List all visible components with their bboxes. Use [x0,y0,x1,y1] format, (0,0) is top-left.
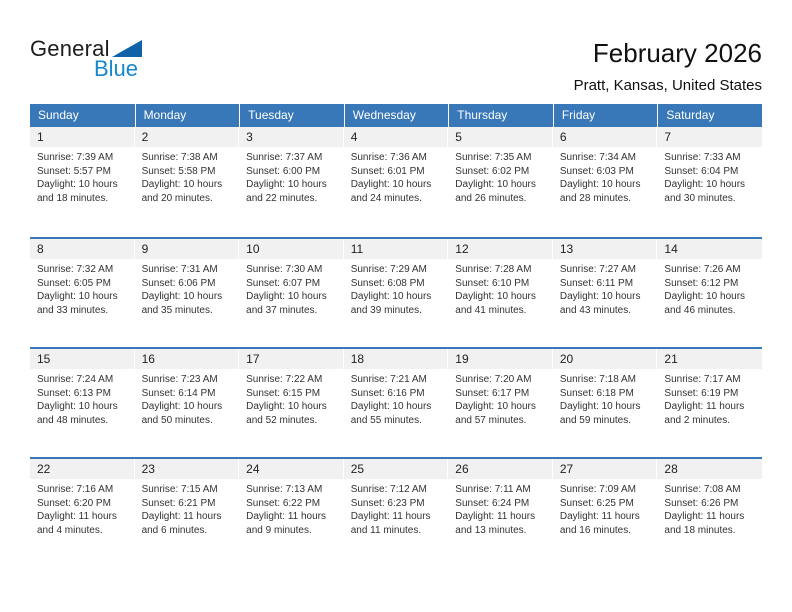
day-number: 21 [657,349,762,369]
daylight-line1-text: Daylight: 11 hours [37,511,117,522]
daylight-line1-text: Daylight: 10 hours [37,291,118,302]
day-number: 20 [553,349,657,369]
daylight-line1-text: Daylight: 11 hours [141,511,222,522]
daylight-line1-text: Daylight: 10 hours [559,291,641,302]
weekday-header-sunday: Sunday [38,108,79,122]
daylight-line2-text: and 30 minutes. [664,192,736,204]
daylight-line2-text: and 22 minutes. [246,192,318,204]
day-cell-22 [30,459,135,567]
sunset-text: Sunset: 6:06 PM [141,277,216,289]
sunrise-text: Sunrise: 7:08 AM [664,484,741,495]
day-cell-6 [553,127,658,237]
day-number: 26 [448,459,552,479]
day-info [30,479,135,537]
day-info [135,259,240,317]
day-cell-4 [344,127,449,237]
day-number: 27 [553,459,657,479]
sunset-text: Sunset: 6:02 PM [455,165,530,177]
weekday-header-wednesday: Wednesday [344,104,449,127]
day-cell-9 [135,239,240,347]
daylight-line1-text: Daylight: 10 hours [455,291,536,302]
daylight-line2-text: and 37 minutes. [246,304,318,316]
day-cell-7 [657,127,762,237]
sunset-text: Sunset: 6:05 PM [37,277,111,289]
daylight-line1-text: Daylight: 11 hours [664,511,745,522]
daylight-line1-text: Daylight: 11 hours [246,511,326,522]
day-info [239,369,344,427]
sunrise-text: Sunrise: 7:30 AM [246,264,323,275]
day-number: 22 [30,459,134,479]
day-number: 6 [553,127,657,147]
daylight-line1-text: Daylight: 10 hours [455,179,536,190]
sunrise-text: Sunrise: 7:33 AM [664,152,741,163]
daylight-line2-text: and 55 minutes. [350,414,422,426]
weekday-header-thursday: Thursday [448,104,553,127]
sunset-text: Sunset: 6:22 PM [246,497,321,509]
sunrise-text: Sunrise: 7:12 AM [350,484,427,495]
daylight-line1-text: Daylight: 10 hours [246,291,327,302]
sunrise-text: Sunrise: 7:17 AM [664,374,741,385]
sunrise-text: Sunrise: 7:31 AM [141,264,218,275]
day-number: 25 [344,459,448,479]
daylight-line2-text: and 16 minutes. [559,524,632,536]
daylight-line1-text: Daylight: 10 hours [664,291,746,302]
daylight-line2-text: and 39 minutes. [350,304,422,316]
daylight-line2-text: and 13 minutes. [455,524,527,536]
daylight-line2-text: and 6 minutes. [141,524,208,536]
day-number: 1 [30,127,134,147]
day-number: 18 [344,349,448,369]
daylight-line2-text: and 9 minutes. [246,524,312,536]
day-cell-23 [135,459,240,567]
sunrise-text: Sunrise: 7:20 AM [455,374,532,385]
weekday-header-friday: Friday [553,104,658,127]
day-info [657,479,762,537]
sunrise-text: Sunrise: 7:11 AM [455,484,531,495]
sunset-text: Sunset: 6:20 PM [37,497,111,509]
week-row-4 [30,457,762,567]
sunrise-text: Sunrise: 7:24 AM [37,374,114,385]
day-cell-18 [344,349,449,457]
day-cell-3 [239,127,344,237]
sunset-text: Sunset: 6:19 PM [664,387,739,399]
daylight-line2-text: and 48 minutes. [37,414,109,426]
day-number: 4 [344,127,448,147]
sunrise-text: Sunrise: 7:34 AM [559,152,636,163]
daylight-line1-text: Daylight: 10 hours [37,401,118,412]
daylight-line2-text: and 43 minutes. [559,304,632,316]
sunrise-text: Sunrise: 7:32 AM [37,264,114,275]
sunrise-text: Sunrise: 7:35 AM [455,152,532,163]
day-number: 8 [30,239,134,259]
day-number: 28 [657,459,762,479]
sunrise-text: Sunrise: 7:16 AM [37,484,114,495]
day-info [344,479,449,537]
daylight-line1-text: Daylight: 10 hours [559,401,641,412]
day-cell-11 [344,239,449,347]
daylight-line2-text: and 4 minutes. [37,524,103,536]
day-number: 14 [657,239,762,259]
daylight-line2-text: and 52 minutes. [246,414,318,426]
day-number: 10 [239,239,343,259]
daylight-line1-text: Daylight: 10 hours [350,401,432,412]
day-number: 9 [135,239,239,259]
daylight-line2-text: and 46 minutes. [664,304,736,316]
daylight-line1-text: Daylight: 10 hours [559,179,641,190]
daylight-line2-text: and 35 minutes. [141,304,213,316]
sunset-text: Sunset: 6:17 PM [455,387,530,399]
day-cell-25 [344,459,449,567]
sunset-text: Sunset: 6:13 PM [37,387,111,399]
day-cell-24 [239,459,344,567]
sunset-text: Sunset: 5:58 PM [141,165,216,177]
day-number: 24 [239,459,343,479]
day-number: 23 [135,459,239,479]
sunrise-text: Sunrise: 7:26 AM [664,264,741,275]
logo-text-general: General [30,36,110,61]
day-number: 3 [239,127,343,147]
day-cell-5 [448,127,553,237]
sunset-text: Sunset: 6:25 PM [559,497,634,509]
day-info [30,147,135,205]
day-number: 17 [239,349,343,369]
day-info [30,369,135,427]
location-subtitle: Pratt, Kansas, United States [573,77,762,94]
day-number: 15 [30,349,134,369]
daylight-line1-text: Daylight: 10 hours [37,179,118,190]
sunset-text: Sunset: 6:21 PM [141,497,216,509]
week-row-3 [30,347,762,457]
sunset-text: Sunset: 6:23 PM [350,497,425,509]
day-number: 7 [657,127,762,147]
daylight-line2-text: and 59 minutes. [559,414,632,426]
sunset-text: Sunset: 6:11 PM [559,277,634,289]
day-info [448,479,553,537]
general-blue-logo [30,36,142,82]
day-info [448,259,553,317]
sunset-text: Sunset: 6:18 PM [559,387,634,399]
daylight-line1-text: Daylight: 10 hours [350,179,432,190]
sunset-text: Sunset: 6:15 PM [246,387,321,399]
logo-triangle-icon [112,40,142,57]
daylight-line2-text: and 18 minutes. [664,524,736,536]
sunset-text: Sunset: 6:26 PM [664,497,739,509]
sunset-text: Sunset: 6:12 PM [664,277,739,289]
sunset-text: Sunset: 6:07 PM [246,277,321,289]
daylight-line2-text: and 24 minutes. [350,192,422,204]
day-info [344,369,449,427]
daylight-line1-text: Daylight: 10 hours [664,179,746,190]
sunrise-text: Sunrise: 7:23 AM [141,374,218,385]
day-info [448,147,553,205]
day-cell-14 [657,239,762,347]
weekday-header-row [30,104,762,127]
day-info [553,479,658,537]
calendar-grid [30,104,762,567]
month-title: February 2026 [592,38,762,68]
sunrise-text: Sunrise: 7:13 AM [246,484,323,495]
day-info [657,147,762,205]
sunset-text: Sunset: 6:00 PM [246,165,321,177]
day-cell-20 [553,349,658,457]
sunrise-text: Sunrise: 7:29 AM [350,264,427,275]
day-number: 13 [553,239,657,259]
day-cell-28 [657,459,762,567]
day-info [553,369,658,427]
weeks-container [30,127,762,567]
sunrise-text: Sunrise: 7:28 AM [455,264,532,275]
day-number: 12 [448,239,552,259]
day-info [657,369,762,427]
daylight-line2-text: and 18 minutes. [37,192,109,204]
day-cell-21 [657,349,762,457]
daylight-line2-text: and 41 minutes. [455,304,527,316]
sunrise-text: Sunrise: 7:27 AM [559,264,636,275]
daylight-line2-text: and 20 minutes. [141,192,213,204]
daylight-line1-text: Daylight: 10 hours [141,291,223,302]
sunrise-text: Sunrise: 7:37 AM [246,152,323,163]
daylight-line2-text: and 50 minutes. [141,414,213,426]
daylight-line1-text: Daylight: 10 hours [455,401,536,412]
sunset-text: Sunset: 6:01 PM [350,165,425,177]
day-cell-26 [448,459,553,567]
day-info [448,369,553,427]
daylight-line1-text: Daylight: 11 hours [455,511,536,522]
day-info [239,479,344,537]
day-cell-15 [30,349,135,457]
weekday-header-tuesday: Tuesday [239,104,344,127]
daylight-line2-text: and 11 minutes. [350,524,422,536]
sunset-text: Sunset: 6:03 PM [559,165,634,177]
daylight-line2-text: and 33 minutes. [37,304,109,316]
day-number: 5 [448,127,552,147]
day-number: 11 [344,239,448,259]
sunrise-text: Sunrise: 7:18 AM [559,374,636,385]
day-number: 19 [448,349,552,369]
day-cell-27 [553,459,658,567]
day-info [239,259,344,317]
weekday-header-monday: Monday [135,104,240,127]
title-block [574,38,762,94]
daylight-line1-text: Daylight: 10 hours [141,179,223,190]
daylight-line2-text: and 57 minutes. [455,414,527,426]
week-row-2 [30,237,762,347]
day-number: 16 [135,349,239,369]
day-info [135,147,240,205]
daylight-line1-text: Daylight: 10 hours [350,291,432,302]
day-info [135,369,240,427]
day-cell-10 [239,239,344,347]
day-info [344,147,449,205]
week-row-1 [30,127,762,237]
day-number: 2 [135,127,239,147]
day-info [657,259,762,317]
daylight-line1-text: Daylight: 11 hours [350,511,431,522]
sunset-text: Sunset: 6:04 PM [664,165,739,177]
daylight-line1-text: Daylight: 10 hours [246,401,327,412]
weekday-header-saturday: Saturday [657,104,762,127]
daylight-line1-text: Daylight: 11 hours [559,511,640,522]
day-info [553,147,658,205]
sunrise-text: Sunrise: 7:36 AM [350,152,427,163]
day-cell-2 [135,127,240,237]
day-info [239,147,344,205]
day-cell-16 [135,349,240,457]
daylight-line1-text: Daylight: 11 hours [664,401,745,412]
day-cell-17 [239,349,344,457]
day-info [553,259,658,317]
day-info [344,259,449,317]
sunrise-text: Sunrise: 7:15 AM [141,484,218,495]
day-cell-8 [30,239,135,347]
sunrise-text: Sunrise: 7:21 AM [350,374,427,385]
day-info [135,479,240,537]
daylight-line1-text: Daylight: 10 hours [246,179,327,190]
day-info [30,259,135,317]
daylight-line1-text: Daylight: 10 hours [141,401,223,412]
sunset-text: Sunset: 6:24 PM [455,497,530,509]
day-cell-1 [30,127,135,237]
sunset-text: Sunset: 6:16 PM [350,387,425,399]
sunset-text: Sunset: 6:14 PM [141,387,216,399]
daylight-line2-text: and 26 minutes. [455,192,527,204]
daylight-line2-text: and 28 minutes. [559,192,632,204]
sunrise-text: Sunrise: 7:09 AM [559,484,636,495]
day-cell-12 [448,239,553,347]
day-cell-13 [553,239,658,347]
sunset-text: Sunset: 6:08 PM [350,277,425,289]
day-cell-19 [448,349,553,457]
sunrise-text: Sunrise: 7:38 AM [141,152,218,163]
sunset-text: Sunset: 6:10 PM [455,277,530,289]
sunset-text: Sunset: 5:57 PM [37,165,111,177]
logo-text-blue: Blue [94,56,139,81]
sunrise-text: Sunrise: 7:39 AM [37,152,114,163]
sunrise-text: Sunrise: 7:22 AM [246,374,323,385]
daylight-line2-text: and 2 minutes. [664,414,731,426]
